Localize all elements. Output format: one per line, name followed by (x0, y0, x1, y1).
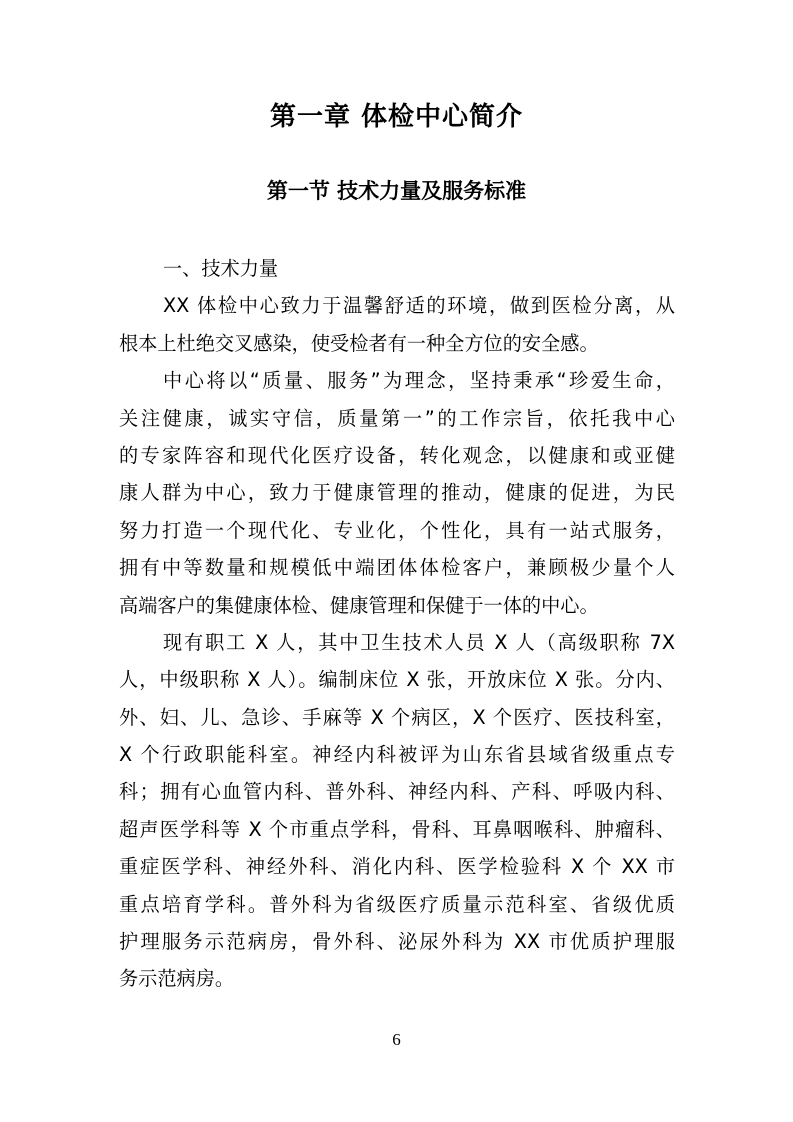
paragraph-line: 人，中级职称 X 人）。编制床位 X 张，开放床位 X 张。分内、 (119, 668, 675, 692)
paragraph-line: 外、妇、儿、急诊、手麻等 X 个病区，X 个医疗、医技科室， (119, 705, 675, 729)
section-title: 第一节 技术力量及服务标准 (266, 179, 527, 203)
paragraph-line: 高端客户的集健康体检、健康管理和保健于一体的中心。 (119, 593, 599, 617)
paragraph-line: 拥有中等数量和规模低中端团体体检客户，兼顾极少量个人 (119, 556, 675, 580)
paragraph-line: 关注健康，诚实守信，质量第一”的工作宗旨，依托我中心 (119, 406, 675, 430)
page-number: 6 (392, 1030, 401, 1049)
paragraph-line: 超声医学科等 X 个市重点学科，骨科、耳鼻咽喉科、肿瘤科、 (119, 817, 675, 841)
paragraph-line: 努力打造一个现代化、专业化，个性化，具有一站式服务， (119, 518, 675, 542)
paragraph-line: 科；拥有心血管内科、普外科、神经内科、产科、呼吸内科、 (119, 780, 675, 804)
paragraph-line: 中心将以“质量、服务”为理念，坚持秉承“珍爱生命， (163, 369, 675, 393)
paragraph-environment (119, 287, 675, 362)
chapter-title: 第一章 体检中心简介 (269, 102, 524, 132)
paragraph-staff (119, 624, 675, 998)
paragraph-line: 现有职工 X 人，其中卫生技术人员 X 人（高级职称 7X (163, 630, 675, 654)
paragraph-line: 务示范病房。 (119, 967, 235, 991)
subheading: 一、技术力量 (163, 257, 279, 280)
paragraph-line: 的专家阵容和现代化医疗设备，转化观念，以健康和或亚健 (119, 443, 675, 467)
paragraph-line: X 个行政职能科室。神经内科被评为山东省县域省级重点专 (119, 743, 675, 767)
paragraph-line: 康人群为中心，致力于健康管理的推动，健康的促进，为民 (119, 481, 675, 505)
paragraph-mission (119, 362, 675, 624)
document-body (119, 250, 675, 998)
paragraph-line: 根本上杜绝交叉感染，使受检者有一种全方位的安全感。 (119, 331, 599, 355)
paragraph-line: XX 体检中心致力于温馨舒适的环境，做到医检分离，从 (163, 294, 675, 318)
paragraph-line: 护理服务示范病房，骨外科、泌尿外科为 XX 市优质护理服 (119, 930, 675, 954)
paragraph-line: 重点培育学科。普外科为省级医疗质量示范科室、省级优质 (119, 892, 675, 916)
paragraph-line: 重症医学科、神经外科、消化内科、医学检验科 X 个 XX 市 (119, 855, 675, 879)
